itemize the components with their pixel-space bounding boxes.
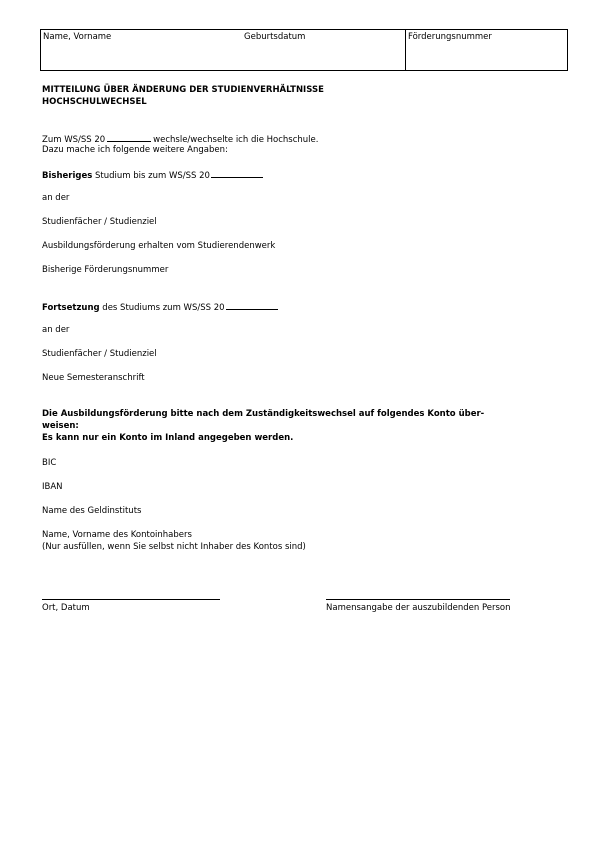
- account-holder-label: Name, Vorname des Kontoinhabers: [42, 530, 192, 540]
- previous-funding-number-label: Bisherige Förderungsnummer: [42, 265, 169, 275]
- bank-name-label: Name des Geldinstituts: [42, 506, 142, 516]
- funding-received-label: Ausbildungsförderung erhalten vom Studierendenwerk: [42, 241, 276, 251]
- place-date-line[interactable]: [42, 599, 220, 600]
- bank-notice-line-1: Die Ausbildungsförderung bitte nach dem Zuständigkeitswechsel auf folgendes Konto über-: [42, 409, 485, 419]
- bank-notice-line-2: weisen:: [42, 421, 79, 431]
- student-name-label: Namensangabe der auszubildenden Person: [326, 603, 511, 613]
- previous-heading-bold: Bisheriges: [42, 171, 93, 181]
- bic-label: BIC: [42, 458, 57, 468]
- intro-suffix: wechsle/wechselte ich die Hochschule.: [153, 135, 319, 145]
- continuation-heading-rest: des Studiums zum WS/SS 20: [99, 303, 225, 313]
- intro-line-2: Dazu mache ich folgende weitere Angaben:: [42, 145, 228, 155]
- page-title: MITTEILUNG ÜBER ÄNDERUNG DER STUDIENVERHÄLTNISSE: [42, 85, 324, 95]
- continuation-semester-blank[interactable]: [226, 301, 278, 310]
- header-divider: [405, 30, 406, 70]
- intro-prefix: Zum WS/SS 20: [42, 135, 106, 145]
- name-label: Name, Vorname: [43, 32, 112, 42]
- previous-heading-rest: Studium bis zum WS/SS 20: [92, 171, 210, 181]
- continuation-subjects-label: Studienfächer / Studienziel: [42, 349, 157, 359]
- place-date-label: Ort, Datum: [42, 603, 90, 613]
- previous-semester-blank[interactable]: [211, 169, 263, 178]
- intro-line-1: [42, 133, 318, 145]
- previous-university-label: an der: [42, 193, 70, 203]
- account-holder-note: (Nur ausfüllen, wenn Sie selbst nicht Inhaber des Kontos sind): [42, 542, 306, 552]
- new-address-label: Neue Semesteranschrift: [42, 373, 145, 383]
- continuation-university-label: an der: [42, 325, 70, 335]
- funding-number-label: Förderungsnummer: [408, 32, 492, 42]
- previous-heading: [42, 169, 263, 181]
- continuation-heading: [42, 301, 278, 313]
- bank-notice-line-3: Es kann nur ein Konto im Inland angegeben werden.: [42, 433, 294, 443]
- previous-subjects-label: Studienfächer / Studienziel: [42, 217, 157, 227]
- continuation-heading-bold: Fortsetzung: [42, 303, 100, 313]
- page-subtitle: HOCHSCHULWECHSEL: [42, 97, 147, 107]
- iban-label: IBAN: [42, 482, 63, 492]
- semester-year-blank[interactable]: [107, 133, 151, 142]
- birthdate-label: Geburtsdatum: [244, 32, 306, 42]
- signature-name-line[interactable]: [326, 599, 510, 600]
